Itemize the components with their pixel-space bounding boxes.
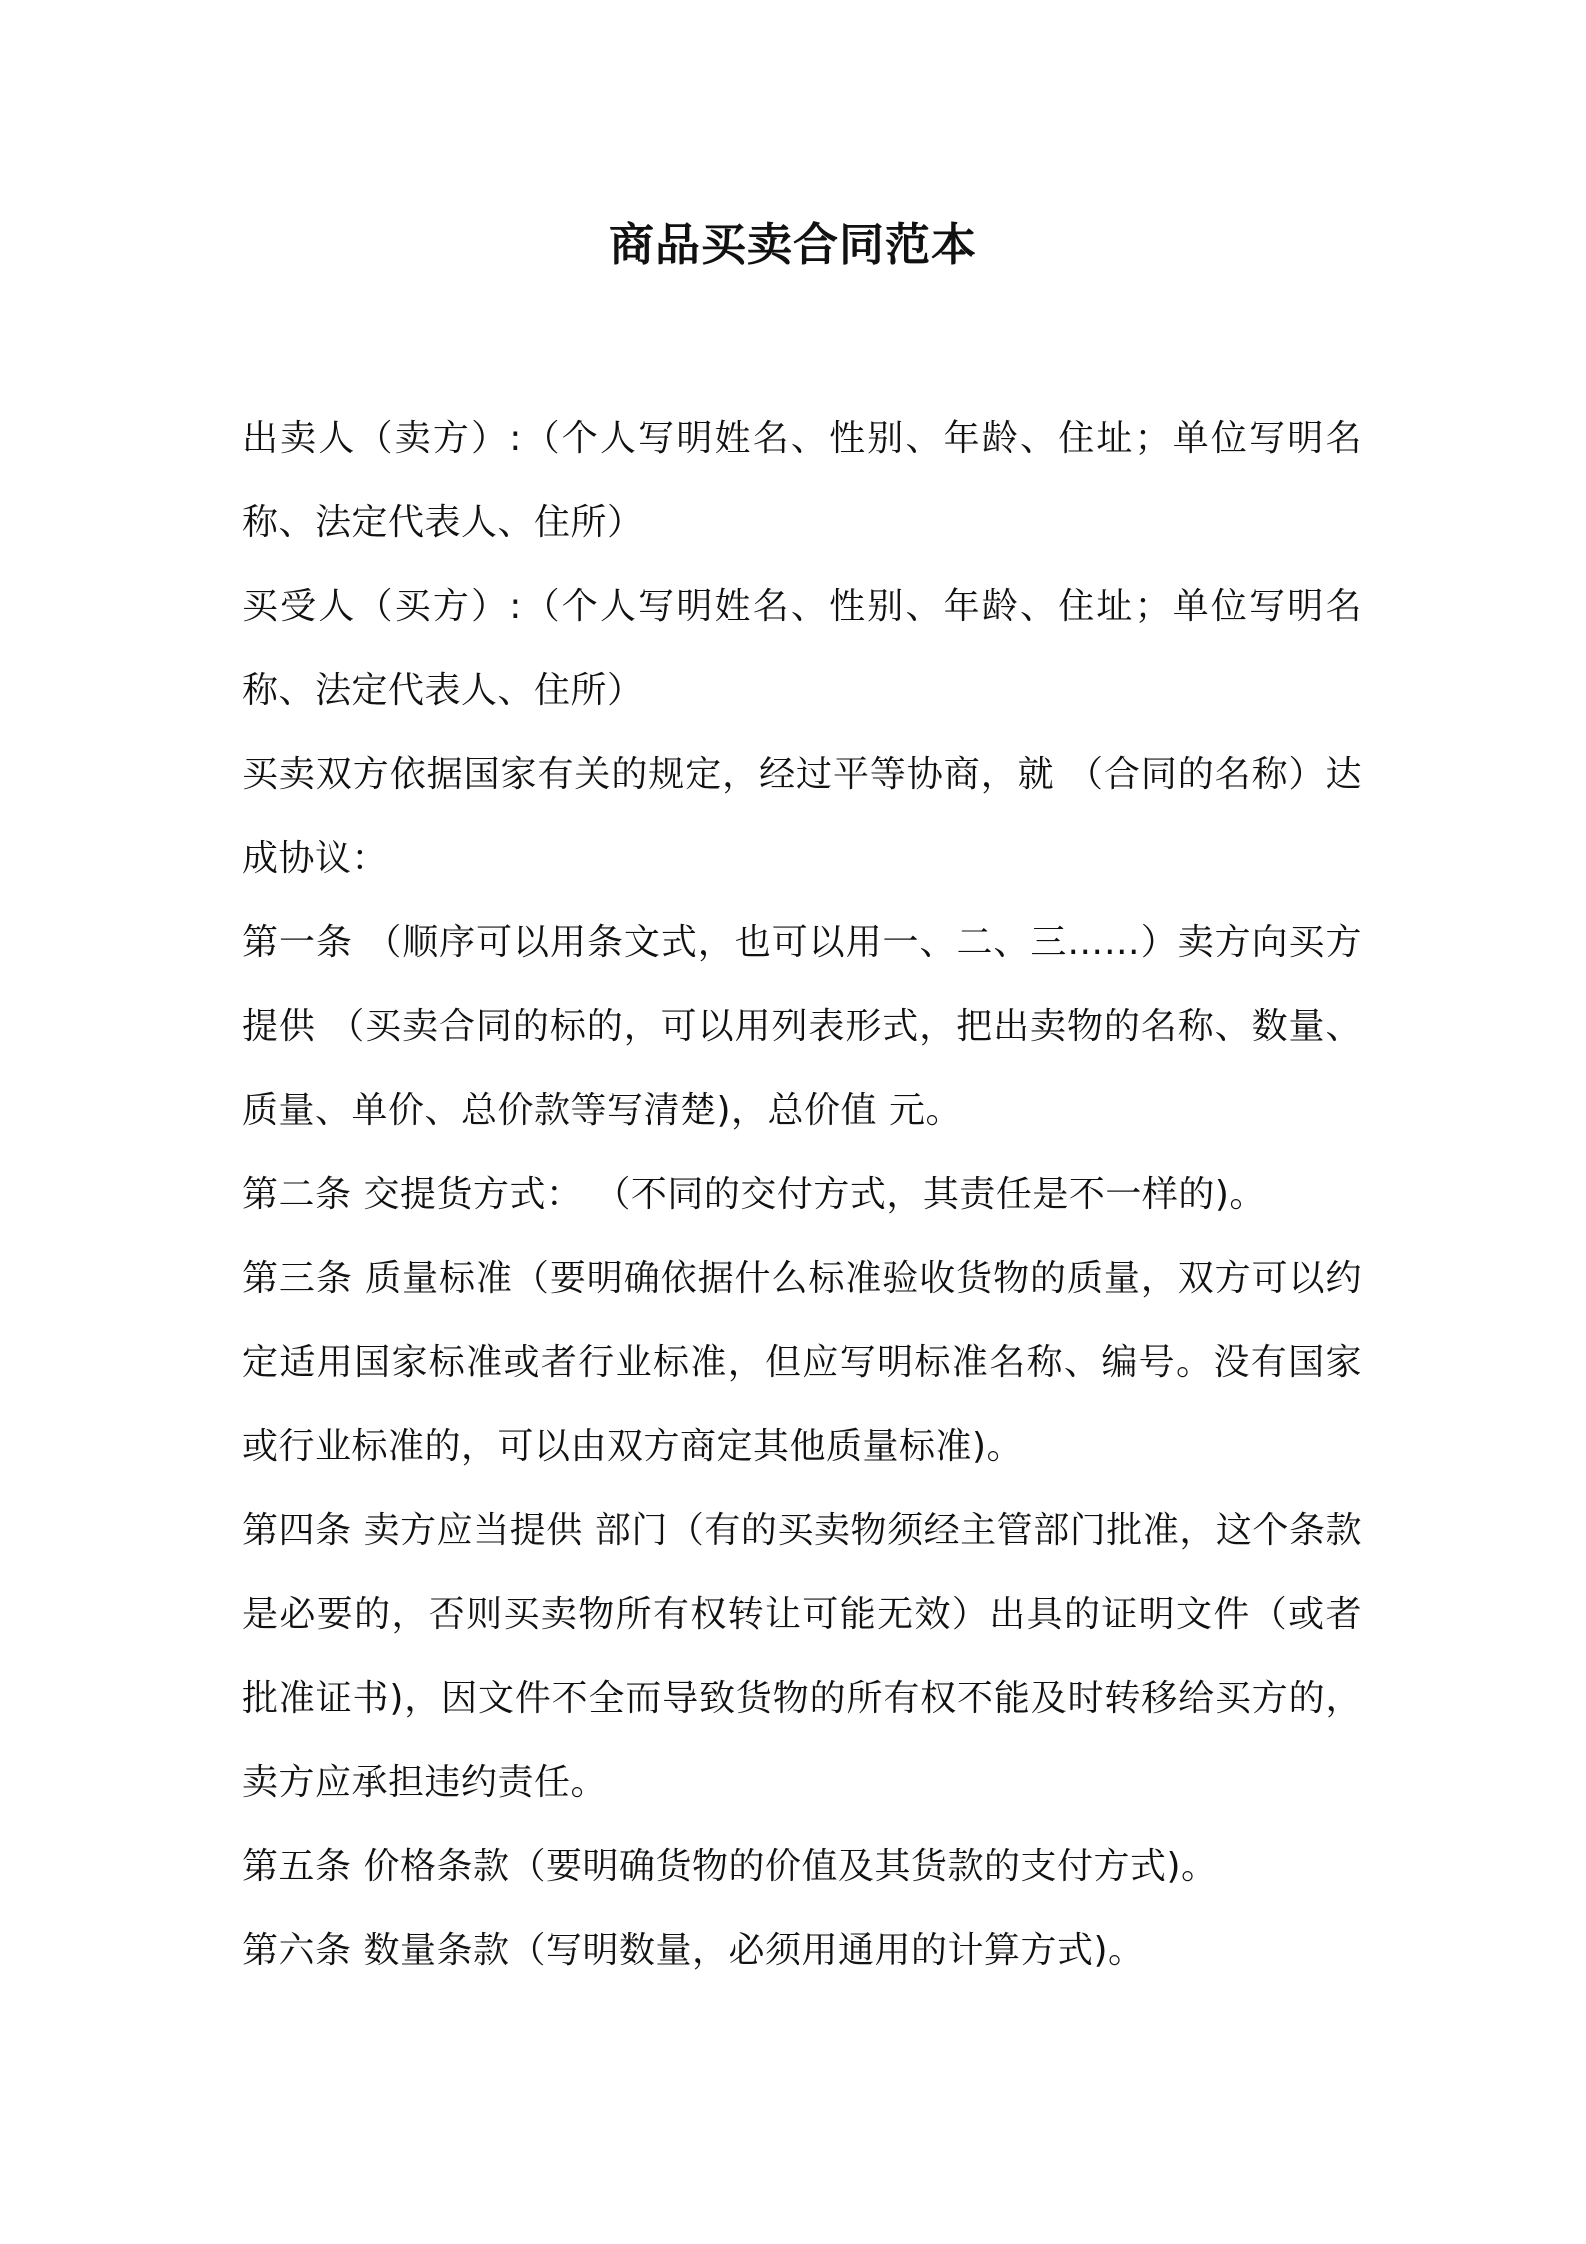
paragraph-article-3: 第三条 质量标准（要明确依据什么标准验收货物的质量，双方可以约定适用国家标准或者行业标准，但应写明标准名称、编号。没有国家或行业标准的，可以由双方商定其他质量标准)。 [242,1258,1362,1467]
paragraph-article-2: 第二条 交提货方式： （不同的交付方式，其责任是不一样的)。 [242,1174,1266,1215]
paragraph-buyer: 买受人（买方）:（个人写明姓名、性别、年龄、住址；单位写明名称、法定代表人、住所） [242,586,1362,711]
paragraph-agreement: 买卖双方依据国家有关的规定，经过平等协商，就 （合同的名称）达成协议： [242,754,1362,879]
document-body [242,397,1362,1993]
paragraph-article-4: 第四条 卖方应当提供 部门（有的买卖物须经主管部门批准，这个条款是必要的，否则买卖物所有权转让可能无效）出具的证明文件（或者批准证书)，因文件不全而导致货物的所有权不能及时转移给买方的，卖方应承担违约责任。 [242,1510,1362,1803]
document-title: 商品买卖合同范本 [608,218,977,271]
paragraph-article-1: 第一条 （顺序可以用条文式，也可以用一、二、三……）卖方向买方提供 （买卖合同的标的，可以用列表形式，把出卖物的名称、数量、质量、单价、总价款等写清楚)，总价值 元。 [242,922,1362,1131]
paragraph-article-5: 第五条 价格条款（要明确货物的价值及其货款的支付方式)。 [242,1846,1218,1887]
paragraph-seller: 出卖人（卖方）:（个人写明姓名、性别、年龄、住址；单位写明名称、法定代表人、住所） [242,418,1362,543]
paragraph-article-6: 第六条 数量条款（写明数量，必须用通用的计算方式)。 [242,1930,1145,1971]
